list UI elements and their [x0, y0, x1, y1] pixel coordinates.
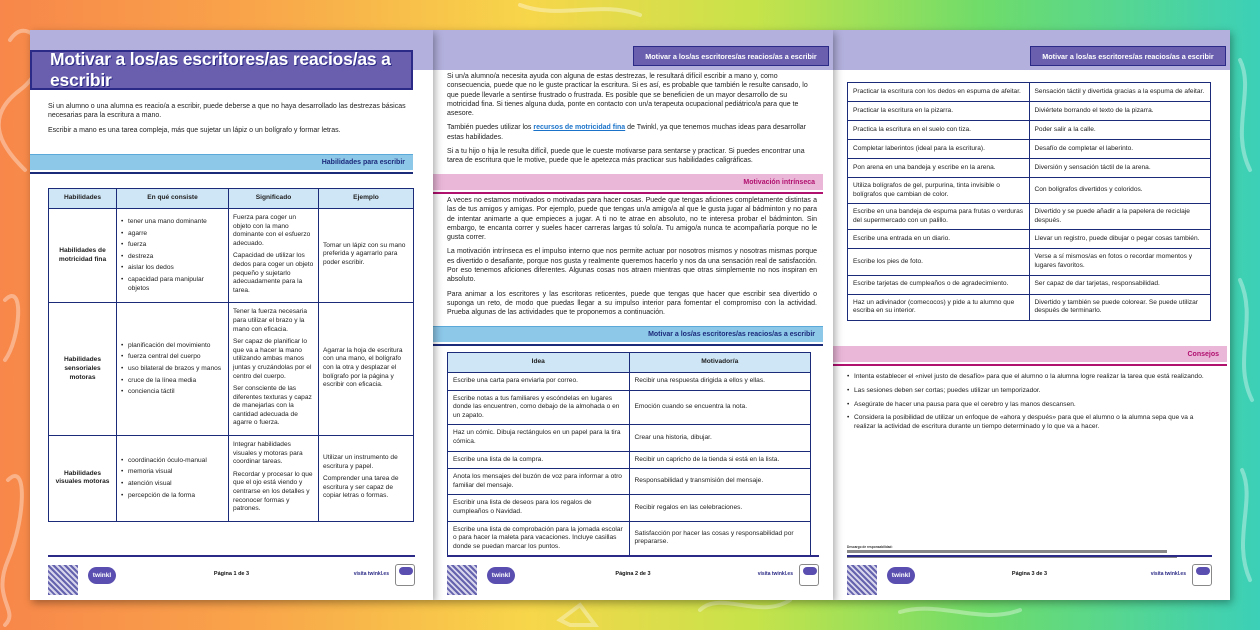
example-text: Tomar un lápiz con su mano preferida y agarrarlo para poder escribir. — [323, 241, 406, 266]
motivator-cell: Diversión y sensación táctil de la arena. — [1029, 159, 1211, 178]
motivator-cell: Con bolígrafos divertidos y coloridos. — [1029, 178, 1211, 204]
motivator-cell: Divertido y también se puede colorear. Se puede utilizar después de terminarlo. — [1029, 294, 1211, 320]
idea-cell: Utiliza bolígrafos de gel, purpurina, tinta invisible o bolígrafos que cambian de color. — [848, 178, 1030, 204]
section-title: Motivación intrínseca — [743, 178, 815, 186]
motivator-cell: Satisfacción por hacer las cosas y responsabilidad por prepararse. — [629, 521, 811, 556]
motivator-cell: Responsabilidad y transmisión del mensaje. — [629, 469, 811, 495]
section-title: Consejos — [1187, 350, 1219, 358]
motivator-cell: Desafío de completar el laberinto. — [1029, 140, 1211, 159]
motivator-cell: Divertido y se puede añadir a la papelera de reciclaje después. — [1029, 204, 1211, 230]
table-row — [848, 294, 1211, 320]
fine-motor-resources-link[interactable]: recursos de motricidad fina — [533, 124, 626, 132]
list-item: • atención visual — [121, 480, 224, 489]
list-item: • agarre — [121, 230, 224, 239]
page2-intro — [447, 72, 819, 166]
skill-cell: Habilidades de motricidad fina — [49, 209, 117, 303]
page-header-tab: Motivar a los/as escritores/as reacios/as a escribir — [633, 46, 829, 66]
idea-cell: Escribe una lista de comprobación para la jornada escolar o para hacer la maleta para vacaciones. Incluye casillas donde se puedan marcar los puntos. — [448, 521, 630, 556]
list-item: • memoria visual — [121, 468, 224, 477]
list-item: • percepción de la forma — [121, 492, 224, 501]
meaning-text: Capacidad de utilizar los dedos para coger un objeto pequeño y sujetarlo adecuadamente para la tarea. — [233, 252, 314, 294]
meaning-text: Recordar y procesar lo que que el ojo está viendo y centrarse en los detalles y reconocer formas y patrones. — [233, 470, 313, 513]
activities-table — [447, 352, 811, 556]
paragraph: Si a tu hijo o hija le resulta difícil, puede que le cueste motivarse para sentarse y practicar. Si puedes encontrar una tarea de escritura que le motive, puede que le apetezca más practicar sus habilidades caligráficas. — [447, 148, 805, 165]
column-header: Motivador/a — [629, 353, 811, 373]
tip-item: • Intenta establecer el «nivel justo de desafío» para que el alumno o la alumna logre realizar la tarea que está realizando. — [847, 373, 1212, 382]
idea-cell: Escribe una carta para enviarla por correo. — [448, 373, 630, 391]
visit-link[interactable]: visita twinkl.es — [353, 571, 389, 577]
motivator-cell: Recibir un capricho de la tienda si está en la lista. — [629, 451, 811, 469]
meaning-cell — [229, 436, 319, 522]
twinkl-logo: twinkl — [887, 567, 915, 584]
list-item: • uso bilateral de brazos y manos — [121, 365, 224, 374]
table-row — [448, 390, 811, 425]
motivator-cell: Diviértete borrando el texto de la pizarra. — [1029, 102, 1211, 121]
column-header: Habilidades — [49, 189, 117, 209]
column-header: Idea — [448, 353, 630, 373]
motivator-cell: Llevar un registro, puede dibujar o pegar cosas también. — [1029, 230, 1211, 249]
table-row — [848, 230, 1211, 249]
twinkl-logo: twinkl — [487, 567, 515, 584]
motivator-cell: Verse a sí mismos/as en fotos o recordar momentos y lugares favoritos. — [1029, 249, 1211, 275]
column-header: Significado — [229, 189, 319, 209]
example-text: Utilizar un instrumento de escritura y papel. — [323, 453, 398, 470]
meaning-text: Ser capaz de planificar lo que va a hacer la mano utilizando ambas manos juntas y cruzándolas por el centro del cuerpo. — [233, 338, 312, 380]
qr-code-icon[interactable] — [48, 565, 78, 595]
table-row — [448, 521, 811, 556]
section-title: Motivar a los/as escritores/as reacios/as a escribir — [648, 331, 815, 338]
example-text: Agarrar la hoja de escritura con una mano, el bolígrafo con la otra y desplazar el bolígrafo por la página y escribir con eficacia. — [323, 346, 403, 389]
idea-cell: Practicar la escritura en la pizarra. — [848, 102, 1030, 121]
paragraph: Para animar a los escritores y las escritoras reticentes, puede que tengas que hacer que escribir sea divertido o suponga un reto, de modo que puedas llegar a su impulso interior para fomentar el compromiso con la actividad. Prueba algunas de las actividades que te proponemos a continuación. — [447, 290, 817, 317]
paragraph: A veces no estamos motivados o motivadas para hacer cosas. Puede que tengas aficiones completamente distintas a las de tus amigos y amigas. Por ejemplo, puede que tengas un/a amigo/a al que le gusta jugar al bádminton y no para de intentar animarte a que empieces a jugar. A ti no te atrae en absoluto, no te interesa probar el bádminton. Sin embargo, te encanta correr y sueles hacer carreras largas tú solo/a. Tu amigo/a nunca te acompañaría porque no le gusta correr. — [447, 197, 817, 242]
section-title: Habilidades para escribir — [321, 159, 405, 166]
column-header: Ejemplo — [319, 189, 414, 209]
quality-badge-icon — [1192, 564, 1212, 586]
page-header-tab: Motivar a los/as escritores/as reacios/as a escribir — [1030, 46, 1226, 66]
page2-body — [447, 196, 817, 318]
table-row — [49, 209, 414, 303]
idea-cell: Escribe en una bandeja de espuma para frutas o verduras del supermercado con un palillo. — [848, 204, 1030, 230]
disclaimer-label: Descargo de responsabilidad: — [847, 545, 893, 549]
example-cell — [319, 436, 414, 522]
list-item: • cruce de la línea media — [121, 377, 224, 386]
quality-badge-icon — [799, 564, 819, 586]
idea-cell: Practica la escritura en el suelo con tiza. — [848, 121, 1030, 140]
list-item: • conciencia táctil — [121, 388, 224, 397]
document-title: Motivar a los/as escritores/as reacios/as a escribir — [50, 49, 391, 90]
table-row — [848, 204, 1211, 230]
table-row — [49, 303, 414, 436]
paragraph-with-link — [447, 123, 819, 142]
motivator-cell: Emoción cuando se encuentra la nota. — [629, 390, 811, 425]
list-item: • coordinación óculo-manual — [121, 457, 224, 466]
list-item: • aislar los dedos — [121, 264, 224, 273]
paragraph: Si un alumno o una alumna es reacio/a a escribir, puede deberse a que no haya desarrollado las destrezas básicas necesarias para la escritura a mano. — [48, 103, 406, 120]
table-row — [448, 495, 811, 521]
example-text: Comprender una tarea de escritura y ser capaz de copiar letras o formas. — [323, 475, 399, 500]
page1-intro — [48, 102, 415, 135]
meaning-cell — [229, 209, 319, 303]
table-row — [848, 249, 1211, 275]
visit-link[interactable]: visita twinkl.es — [757, 571, 793, 577]
page-number: Página 3 de 3 — [1011, 571, 1048, 577]
motivator-cell: Crear una historia, dibujar. — [629, 425, 811, 451]
idea-cell: Haz un adivinador (comecocos) y pide a tu alumno que escriba en su interior. — [848, 294, 1030, 320]
skill-cell: Habilidades sensoriales motoras — [49, 303, 117, 436]
meaning-text: Fuerza para coger un objeto con la mano dominante con el esfuerzo adecuado. — [233, 214, 311, 247]
idea-cell: Practicar la escritura con los dedos en espuma de afeitar. — [848, 83, 1030, 102]
page-footer — [847, 555, 1212, 600]
tips-list — [847, 373, 1212, 437]
table-row — [848, 102, 1211, 121]
quality-badge-icon — [395, 564, 415, 586]
example-cell — [319, 303, 414, 436]
document-page-1 — [30, 30, 433, 600]
meaning-text: Integrar habilidades visuales y motoras para coordinar tareas. — [233, 441, 303, 466]
motivator-cell: Poder salir a la calle. — [1029, 121, 1211, 140]
table-row — [448, 469, 811, 495]
text: También puedes utilizar los — [447, 124, 534, 132]
qr-code-icon[interactable] — [847, 565, 877, 595]
items-cell — [117, 209, 229, 303]
twinkl-logo: twinkl — [88, 567, 116, 584]
list-item: • capacidad para manipular objetos — [121, 276, 224, 293]
activities-table-continued — [847, 82, 1211, 321]
table-row — [848, 178, 1211, 204]
example-cell — [319, 209, 414, 303]
table-row — [448, 373, 811, 391]
idea-cell: Escribe una lista de la compra. — [448, 451, 630, 469]
visit-link[interactable]: visita twinkl.es — [1150, 571, 1186, 577]
items-cell — [117, 436, 229, 522]
list-item: • planificación del movimiento — [121, 342, 224, 351]
idea-cell: Escribe los pies de foto. — [848, 249, 1030, 275]
list-item: • tener una mano dominante — [121, 218, 224, 227]
idea-cell: Anota los mensajes del buzón de voz para informar a otro familiar del mensaje. — [448, 469, 630, 495]
idea-cell: Escribir una lista de deseos para los regalos de cumpleaños o Navidad. — [448, 495, 630, 521]
page-number: Página 1 de 3 — [213, 571, 250, 577]
disclaimer-placeholder-lines — [847, 550, 1167, 553]
idea-cell: Pon arena en una bandeja y escribe en la arena. — [848, 159, 1030, 178]
text: de Twinkl, ya que tenemos muchas ideas para desarrollar estas habilidades. — [447, 124, 807, 141]
skill-cell: Habilidades visuales motoras — [49, 436, 117, 522]
paragraph: Escribir a mano es una tarea compleja, más que sujetar un lápiz o un bolígrafo y formar letras. — [48, 126, 341, 134]
meaning-text: Ser consciente de las diferentes texturas y capaz de manejarlas con la cantidad adecuada de agarre o fuerza. — [233, 385, 312, 427]
qr-code-icon[interactable] — [447, 565, 477, 595]
section-bar-habilidades — [30, 154, 413, 170]
list-item: • fuerza — [121, 241, 224, 250]
paragraph: La motivación intrínseca es el impulso interno que nos permite actuar por nosotros mismos y nosotras mismas porque es divertido o desafiante, porque nos gusta y realmente queremos hacerlo y nos da una sensación real de satisfacción. Por eso tenemos aficiones diferentes. Algunas cosas nos atraen mientras que otras simplemente no nos inspiran en absoluto. — [447, 248, 817, 284]
tip-item: • Asegúrate de hacer una pausa para que el cerebro y las manos descansen. — [847, 401, 1212, 410]
items-list — [121, 218, 224, 293]
table-row — [848, 83, 1211, 102]
tip-item: • Las sesiones deben ser cortas; puedes utilizar un temporizador. — [847, 387, 1212, 396]
table-row — [848, 140, 1211, 159]
page-footer — [447, 555, 819, 600]
idea-cell: Completar laberintos (ideal para la escritura). — [848, 140, 1030, 159]
idea-cell: Haz un cómic. Dibuja rectángulos en un papel para la tira cómica. — [448, 425, 630, 451]
section-bar-motivacion — [433, 174, 823, 190]
items-list — [121, 457, 224, 500]
meaning-cell — [229, 303, 319, 436]
idea-cell: Escribe notas a tus familiares y escóndelas en lugares donde las encuentren, como debajo de la almohada o en un zapato. — [448, 390, 630, 425]
meaning-text: Tener la fuerza necesaria para utilizar el brazo y la mano con eficacia. — [233, 308, 308, 333]
paragraph: Si un/a alumno/a necesita ayuda con alguna de estas destrezas, le resultará difícil escribir a mano y, como consecuencia, puede que no le guste practicar la escritura. Si es así, es probable que también le resulte cansado, lo que puede llevarle a sentirse frustrado o frustrada. Es posible que se beneficien de un mayor desarrollo de su motricidad fina. Si tienes alguna duda, ponte en contacto con un/a terapeuta ocupacional pediátrico/a para que te asesore. — [447, 73, 808, 118]
column-header: En qué consiste — [117, 189, 229, 209]
motivator-cell: Recibir regalos en las celebraciones. — [629, 495, 811, 521]
tip-item: • Considera la posibilidad de utilizar un enfoque de «ahora y después» para que el alumno o la alumna sepa que va a realizar la actividad de escritura durante un tiempo determinado y lo que va a hacer. — [847, 414, 1212, 432]
table-row — [49, 436, 414, 522]
page-footer — [48, 555, 415, 600]
section-bar-consejos — [833, 346, 1227, 362]
table-row — [448, 451, 811, 469]
table-row — [848, 159, 1211, 178]
document-page-3 — [833, 30, 1230, 600]
idea-cell: Escribe una entrada en un diario. — [848, 230, 1030, 249]
items-cell — [117, 303, 229, 436]
motivator-cell: Recibir una respuesta dirigida a ellos y ellas. — [629, 373, 811, 391]
motivator-cell: Sensación táctil y divertida gracias a la espuma de afeitar. — [1029, 83, 1211, 102]
table-row — [848, 121, 1211, 140]
table-row — [848, 275, 1211, 294]
skills-table — [48, 188, 414, 522]
list-item: • fuerza central del cuerpo — [121, 353, 224, 362]
items-list — [121, 342, 224, 397]
table-row — [448, 425, 811, 451]
document-title-banner — [30, 50, 413, 90]
idea-cell: Escribe tarjetas de cumpleaños o de agradecimiento. — [848, 275, 1030, 294]
section-bar-motivar — [433, 326, 823, 342]
motivator-cell: Ser capaz de dar tarjetas, responsabilidad. — [1029, 275, 1211, 294]
document-page-2 — [433, 30, 833, 600]
list-item: • destreza — [121, 253, 224, 262]
page-number: Página 2 de 3 — [615, 571, 651, 577]
